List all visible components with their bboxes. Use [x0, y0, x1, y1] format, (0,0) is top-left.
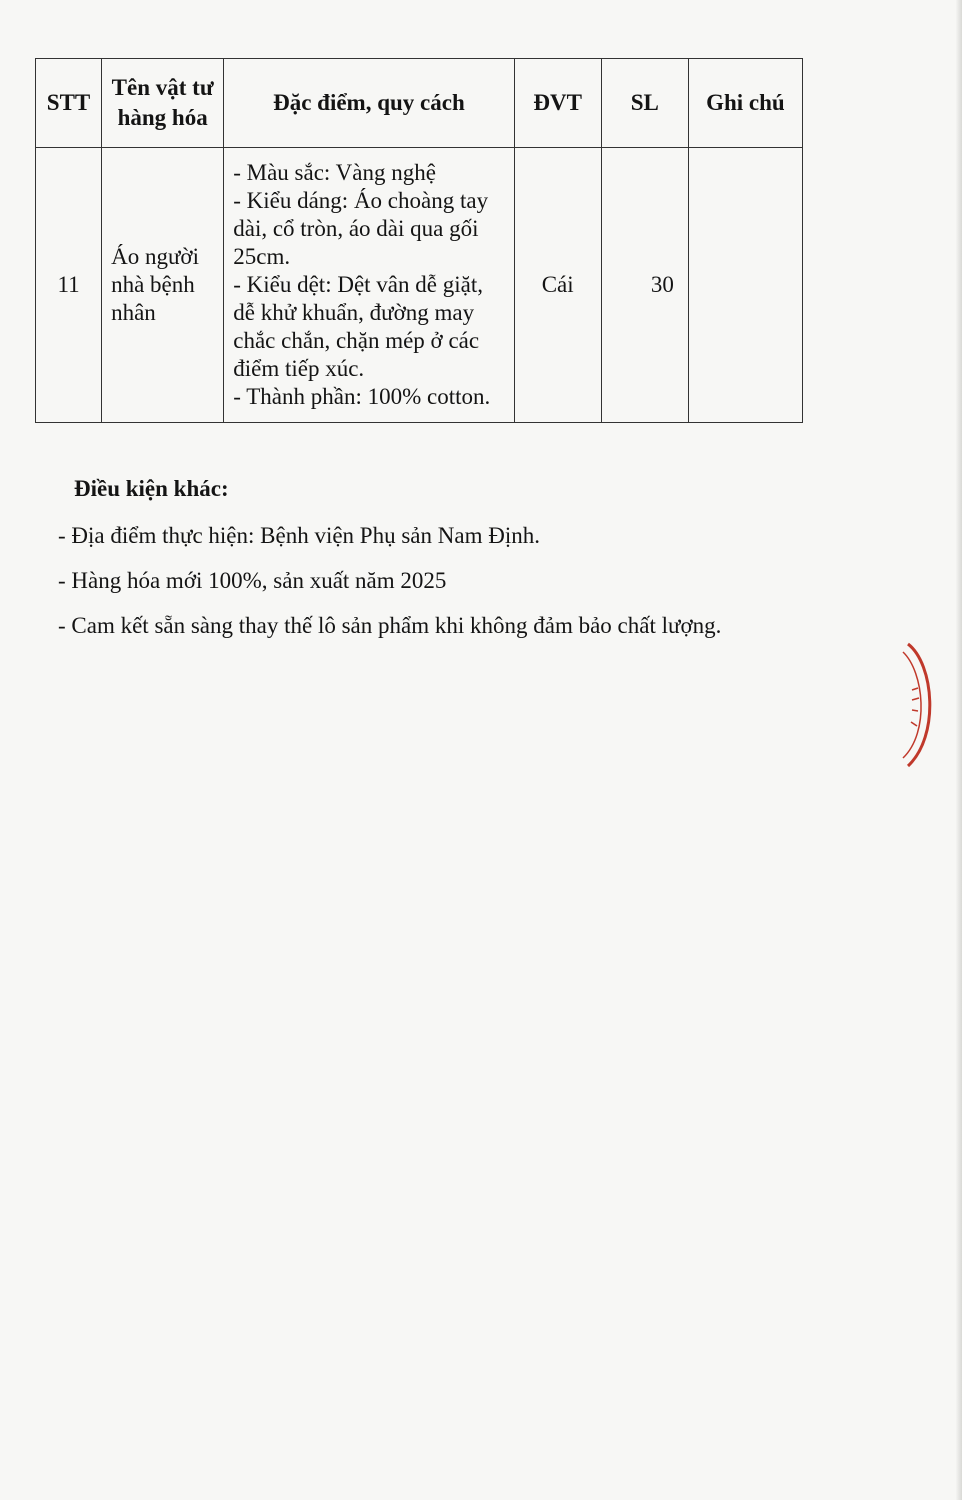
header-qty: SL: [601, 59, 688, 148]
cell-qty: 30: [601, 148, 688, 423]
goods-table: [35, 58, 803, 423]
conditions-heading: Điều kiện khác:: [74, 476, 229, 501]
cell-name: Áo người nhà bệnh nhân: [102, 148, 224, 423]
header-name: Tên vật tư hàng hóa: [102, 59, 224, 148]
spec-color: - Màu sắc: Vàng nghệ: [233, 160, 436, 185]
header-spec: Đặc điểm, quy cách: [224, 59, 514, 148]
condition-replacement: - Cam kết sẵn sàng thay thế lô sản phẩm khi không đảm bảo chất lượng.: [58, 613, 722, 638]
header-note: Ghi chú: [688, 59, 802, 148]
page-edge-shadow: [956, 0, 962, 1500]
condition-new-goods: - Hàng hóa mới 100%, sản xuất năm 2025: [58, 568, 447, 593]
spec-material: - Thành phần: 100% cotton.: [233, 384, 491, 409]
cell-note: [688, 148, 802, 423]
header-stt: STT: [36, 59, 102, 148]
cell-stt: 11: [36, 148, 102, 423]
table-header-row: [36, 59, 803, 148]
other-conditions-section: [58, 474, 858, 656]
stamp-fragment-icon: [900, 640, 940, 770]
spec-style: - Kiểu dáng: Áo choàng tay dài, cổ tròn, áo dài qua gối 25cm.: [233, 188, 489, 269]
cell-unit: Cái: [514, 148, 601, 423]
header-unit: ĐVT: [514, 59, 601, 148]
condition-location: - Địa điểm thực hiện: Bệnh viện Phụ sản Nam Định.: [58, 523, 540, 548]
spec-weave: - Kiểu dệt: Dệt vân dễ giặt, dễ khử khuẩn, đường may chắc chắn, chặn mép ở các điểm tiếp xúc.: [233, 272, 483, 381]
cell-spec: [224, 148, 514, 423]
table-row: [36, 148, 803, 423]
